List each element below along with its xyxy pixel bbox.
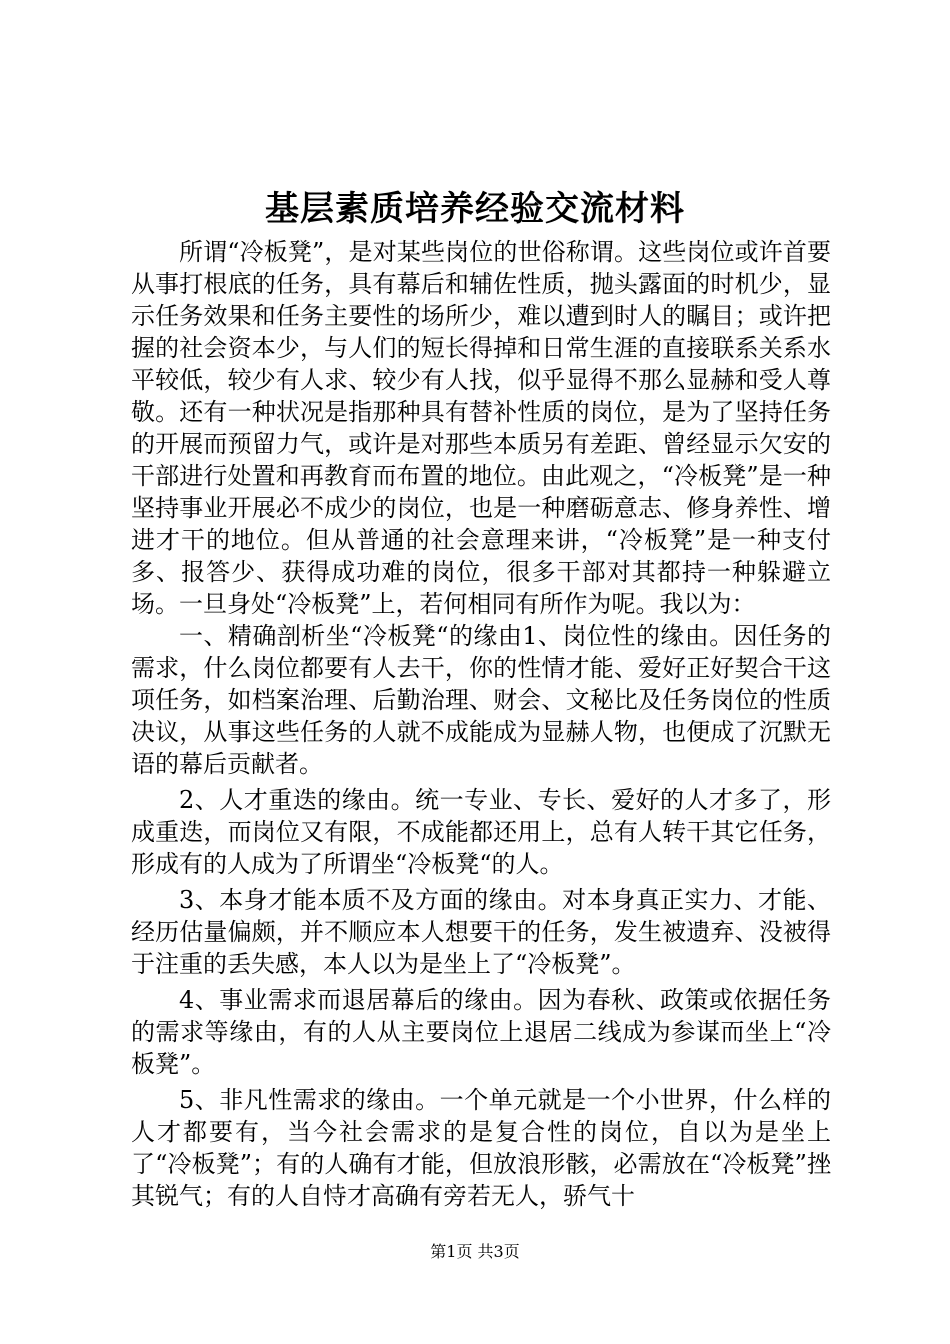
paragraph-reason-3: 3、本身才能本质不及方面的缘由。对本身真正实力、才能、经历估量偏颇，并不顺应本人想要干的任务，发生被遗弃、没被得于注重的丢失感，本人以为是坐上了“冷板凳”。 [131, 886, 831, 978]
paragraph-intro: 所谓“冷板凳”，是对某些岗位的世俗称谓。这些岗位或许首要从事打根底的任务，具有幕后和辅佐性质，抛头露面的时机少，显示任务效果和任务主要性的场所少，难以遭到时人的瞩目；或许把握的社会资本少，与人们的短长得掉和日常生涯的直接联系关系水平较低，较少有人求、较少有人找，似乎显得不那么显赫和受人尊敬。还有一种状况是指那种具有替补性质的岗位，是为了坚持任务的开展而预留力气，或许是对那些本质另有差距、曾经显示欠安的干部进行处置和再教育而布置的地位。由此观之，“冷板凳”是一种坚持事业开展必不成少的岗位，也是一种磨砺意志、修身养性、增进才干的地位。但从普通的社会意理来讲，“冷板凳”是一种支付多、报答少、获得成功难的岗位，很多干部对其都持一种躲避立场。一旦身处“冷板凳”上，若何相同有所作为呢。我以为： [131, 238, 831, 618]
paragraph-section-1: 一、精确剖析坐“冷板凳“的缘由1、岗位性的缘由。因任务的需求，什么岗位都要有人去干，你的性情才能、爱好正好契合干这项任务，如档案治理、后勤治理、财会、文秘比及任务岗位的性质决议，从事这些任务的人就不成能成为显赫人物，也便成了沉默无语的幕后贡献者。 [131, 622, 831, 778]
document-title: 基层素质培养经验交流材料 [265, 189, 685, 229]
paragraph-reason-5: 5、非凡性需求的缘由。一个单元就是一个小世界，什么样的人才都要有，当今社会需求的是复合性的岗位，自以为是坐上了“冷板凳”；有的人确有才能，但放浪形骸，必需放在“冷板凳”挫其锐气；有的人自恃才高确有旁若无人，骄气十 [131, 1086, 831, 1210]
document-body [131, 236, 831, 1212]
page-footer: 第1页 共3页 [430, 1242, 520, 1261]
paragraph-reason-4: 4、事业需求而退居幕后的缘由。因为春秋、政策或依据任务的需求等缘由，有的人从主要岗位上退居二线成为参谋而坐上“冷板凳”。 [131, 986, 831, 1078]
paragraph-reason-2: 2、人才重迭的缘由。统一专业、专长、爱好的人才多了，形成重迭，而岗位又有限，不成能都还用上，总有人转干其它任务，形成有的人成为了所谓坐“冷板凳“的人。 [131, 786, 831, 878]
